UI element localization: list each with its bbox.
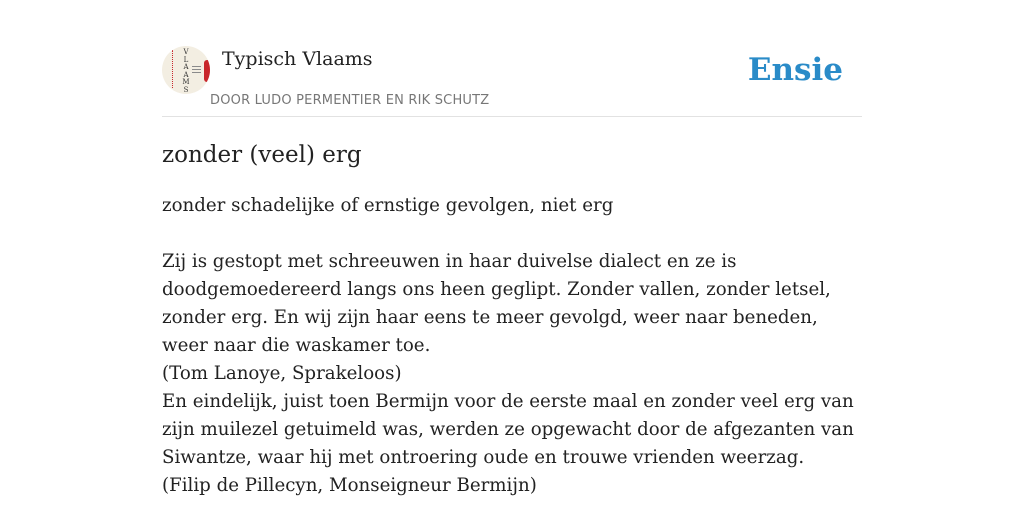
author-byline: DOOR LUDO PERMENTIER EN RIK SCHUTZ (210, 93, 490, 108)
logo-red-edge (204, 60, 210, 82)
logo-text-lines (192, 66, 201, 80)
ensie-brand-logo[interactable]: Ensie (747, 52, 843, 88)
entry-definition: zonder schadelijke of ernstige gevolgen, niet erg (162, 195, 614, 216)
logo-red-dots (172, 50, 175, 88)
entry-term: zonder (veel) erg (162, 142, 362, 168)
quote-text: En eindelijk, juist toen Bermijn voor de eerste maal en zonder veel erg van zijn muilezel getuimeld was, werden ze opgewacht door de afgezanten van Siwantze, waar hij met ontroering oude en trouwe vrienden weerzag. (162, 391, 854, 468)
entry-content (162, 192, 862, 500)
quote-text: Zij is gestopt met schreeuwen in haar duivelse dialect en ze is doodgemoedereerd langs ons heen geglipt. Zonder vallen, zonder letsel, zonder erg. En wij zijn haar eens te meer gevolgd, weer naar beneden, weer naar die waskamer toe. (162, 251, 831, 356)
quote-source: (Filip de Pillecyn, Monseigneur Bermijn) (162, 475, 537, 496)
quote-source: (Tom Lanoye, Sprakeloos) (162, 363, 402, 384)
typisch-vlaams-book-logo-icon[interactable] (162, 46, 210, 94)
site-header (162, 46, 862, 117)
site-title[interactable]: Typisch Vlaams (222, 48, 373, 70)
logo-letters: V L A A M S (182, 48, 190, 94)
